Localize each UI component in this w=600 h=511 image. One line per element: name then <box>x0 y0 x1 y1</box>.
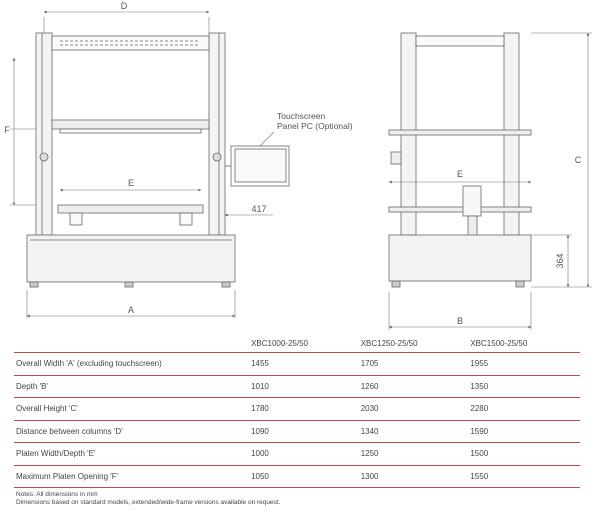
upper-platen <box>52 120 209 129</box>
table-cell: 2030 <box>361 398 471 421</box>
table-row <box>14 375 580 398</box>
callout-panel-pc: Panel PC (Optional) <box>277 121 353 131</box>
table-header-model-2: XBC1250-25/50 <box>360 338 418 348</box>
dim-label-417: 417 <box>251 204 267 214</box>
table-row <box>14 465 580 488</box>
row-label: Depth 'B' <box>14 375 251 398</box>
right-column <box>209 33 225 235</box>
notes-line-2: Dimensions based on standard models, extended/wide-frame versions available on request. <box>16 499 281 506</box>
notes-line-1: Notes: All dimensions in mm <box>16 491 98 498</box>
side-base <box>389 235 531 281</box>
table-header-model-1: XBC1000-25/50 <box>251 338 308 348</box>
row-label: Platen Width/Depth 'E' <box>14 443 251 466</box>
dimensions-table <box>14 334 580 488</box>
table-cell: 1050 <box>251 465 361 488</box>
table-cell: 1350 <box>470 375 580 398</box>
lower-platen <box>58 205 203 213</box>
dim-label-F: F <box>4 125 10 135</box>
table-cell: 1340 <box>361 420 471 443</box>
table-cell: 2280 <box>470 398 580 421</box>
table-row <box>14 443 580 466</box>
table-row <box>14 353 580 376</box>
front-view <box>27 33 289 287</box>
side-view <box>389 33 531 287</box>
dim-label-364: 364 <box>555 253 565 269</box>
table-cell: 1590 <box>470 420 580 443</box>
row-label: Overall Height 'C' <box>14 398 251 421</box>
row-label: Maximum Platen Opening 'F' <box>14 465 251 488</box>
notes <box>16 491 280 507</box>
table-cell: 1010 <box>251 375 361 398</box>
dim-label-E-front: E <box>127 178 135 188</box>
table-cell: 1780 <box>251 398 361 421</box>
dim-label-B: B <box>456 316 464 326</box>
table-header-empty <box>14 334 251 353</box>
table-cell: 1300 <box>361 465 471 488</box>
table-cell: 1705 <box>361 353 471 376</box>
row-label: Overall Width 'A' (excluding touchscreen) <box>14 353 251 376</box>
table-header-model-3: XBC1500-25/50 <box>470 338 528 348</box>
table-cell: 1090 <box>251 420 361 443</box>
front-base <box>27 235 235 282</box>
table-cell: 1260 <box>361 375 471 398</box>
table-row <box>14 420 580 443</box>
table-header-row <box>14 334 580 353</box>
dim-label-E-side: E <box>456 169 464 179</box>
table-cell: 1955 <box>470 353 580 376</box>
callout-touchscreen: Touchscreen <box>277 111 326 121</box>
table-row <box>14 398 580 421</box>
table-cell: 1000 <box>251 443 361 466</box>
table-cell: 1455 <box>251 353 361 376</box>
dim-label-A: A <box>127 305 135 315</box>
dim-label-D: D <box>120 1 128 11</box>
top-crosshead <box>52 36 209 50</box>
left-column <box>36 33 52 235</box>
table-cell: 1250 <box>361 443 471 466</box>
dim-label-C: C <box>574 155 582 165</box>
table-cell: 1500 <box>470 443 580 466</box>
row-label: Distance between columns 'D' <box>14 420 251 443</box>
table-cell: 1550 <box>470 465 580 488</box>
